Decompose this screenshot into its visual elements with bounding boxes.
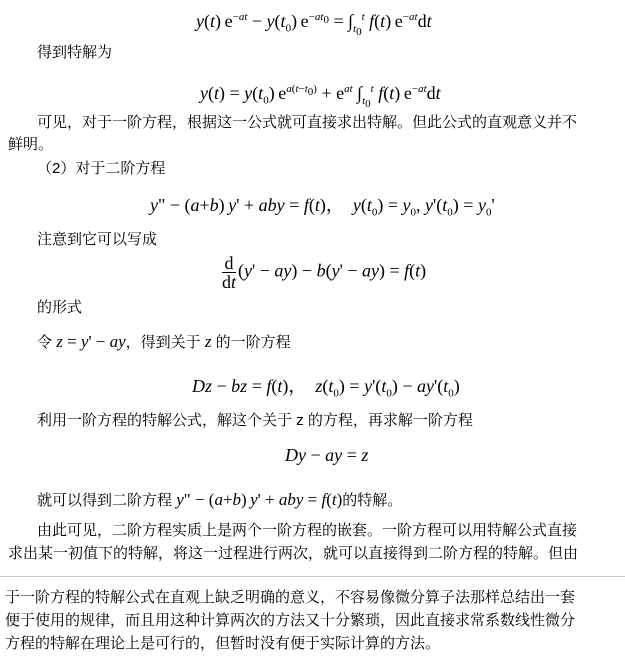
paragraph: 求出某一初值下的特解，将这一过程进行两次，就可以直接得到二阶方程的特解。但由 (8, 545, 579, 562)
paragraph: 利用一阶方程的特解公式，解这个关于 z 的方程，再求解一阶方程 (37, 412, 473, 429)
text: ，得到关于 (125, 334, 201, 351)
paragraph: 可见，对于一阶方程，根据这一公式就可直接求出特解。但此公式的直观意义并不 (37, 114, 578, 131)
paragraph: 由此可见，二阶方程实质上是两个一阶方程的嵌套。一阶方程可以用特解公式直接 (37, 522, 578, 539)
paragraph: 令 z = y' − ay，得到关于 z 的一阶方程 (37, 332, 291, 351)
paragraph: （2）对于二阶方程 (37, 160, 166, 177)
equation-5: Dz − bz = f(t)， $z(t_0) = y'(t_0) - ay'(t_0)$ (192, 376, 460, 400)
paragraph: 就可以得到二阶方程 y" − (a+b) y' + aby = f(t)的特解。 (37, 490, 403, 509)
page-divider (0, 576, 625, 577)
equation-6: Dy − ay = z (285, 445, 369, 465)
text: 的一阶方程 (215, 334, 291, 351)
paragraph: 于一阶方程的特解公式在直观上缺乏明确的意义，不容易像微分算子法那样总结出一套 (5, 589, 576, 606)
text: 的特解。 (342, 492, 403, 509)
equation-2: $y(t) = y(t_0) e^{a(t-t_0)} + e^{at}$ $\int_{t_0}^t$ f(t) $e^{-at}dt$ (200, 83, 441, 110)
equation-1: y(t) $e^{-at} - y(t_0) e^{-at_0} = \int_{t_0}^t$ f(t) $e^{-at}dt$ (196, 11, 432, 38)
paragraph: 的形式 (37, 299, 83, 316)
paragraph: 得到特解为 (37, 44, 113, 61)
equation-3: y" − (a+b) y' + aby = f(t)， $y(t_0) = y_0$, $y'(t_0) = y_0'$ (150, 195, 495, 219)
text: 就可以得到二阶方程 (37, 492, 173, 509)
paragraph: 便于使用的规律，而且用这种计算两次的方法又十分繁琐，因此直接求常系数线性微分 (5, 612, 576, 629)
equation-4: $\frac{d}{dt}$ (y' − ay) − b(y' − ay) = f(t) (222, 253, 427, 292)
text: 令 (37, 334, 53, 351)
paragraph: 鲜明。 (8, 136, 54, 153)
paragraph: 方程的特解在理论上是可行的，但暂时没有便于实际计算的方法。 (5, 635, 441, 652)
paragraph: 注意到它可以写成 (37, 231, 158, 248)
